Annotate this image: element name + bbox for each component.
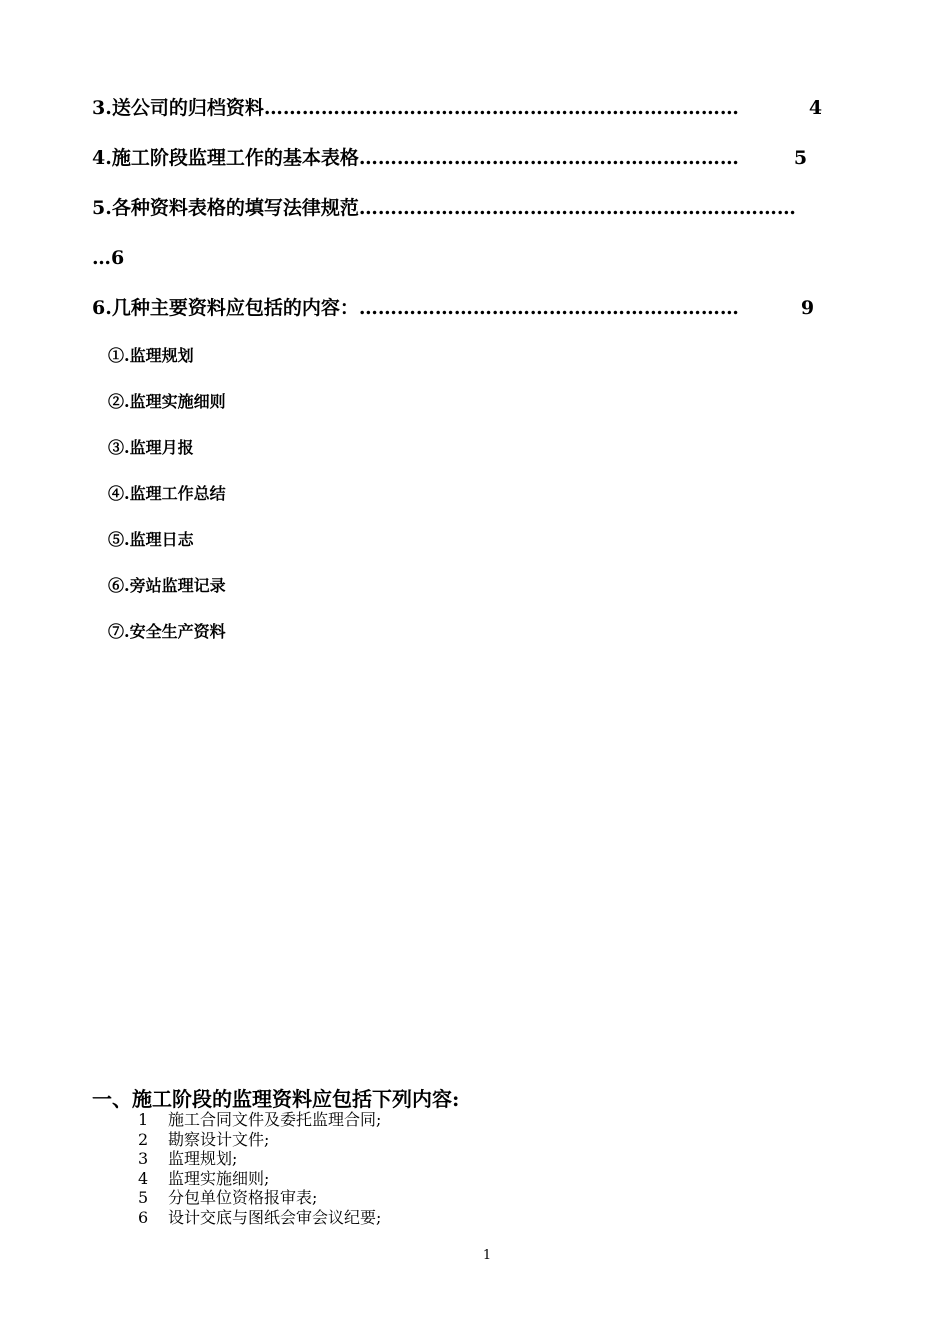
toc-sub-item[interactable]: ④.监理工作总结: [108, 484, 226, 503]
toc-leader-dots: ……………………………………………………: [358, 297, 739, 319]
list-item-text: 监理实施细则;: [168, 1168, 270, 1188]
list-item: [138, 1169, 381, 1189]
toc-leader-dots: ……………………………………………………: [358, 147, 739, 169]
toc-entry-label: 6.几种主要资料应包括的内容：: [92, 297, 359, 319]
list-item-number: 4: [138, 1168, 149, 1188]
list-item: [138, 1149, 381, 1169]
toc-sub-item[interactable]: ⑤.监理日志: [108, 530, 194, 549]
list-item: [138, 1130, 381, 1150]
toc-entry-5-continued[interactable]: [92, 246, 124, 270]
list-item-number: 6: [138, 1207, 149, 1227]
list-item-text: 设计交底与图纸会审会议纪要;: [168, 1207, 382, 1227]
toc-entry-label: 5.各种资料表格的填写法律规范: [92, 197, 359, 219]
list-item-number: 5: [138, 1188, 149, 1207]
toc-sub-item[interactable]: ①.监理规划: [108, 346, 194, 365]
list-item-text: 分包单位资格报审表;: [168, 1188, 318, 1207]
list-item-number: 1: [138, 1110, 149, 1129]
toc-entry-5[interactable]: [92, 196, 829, 220]
list-item: [138, 1188, 381, 1208]
toc-entry-3[interactable]: [92, 96, 822, 120]
numbered-list: [138, 1110, 381, 1227]
toc-sub-item[interactable]: ②.监理实施细则: [108, 392, 226, 411]
list-item-number: 2: [138, 1129, 149, 1149]
section-heading: 一、施工阶段的监理资料应包括下列内容:: [92, 1087, 460, 1111]
toc-entry-label: 4.施工阶段监理工作的基本表格: [92, 147, 359, 169]
toc-leader-dots: …: [92, 247, 111, 269]
list-item-number: 3: [138, 1149, 149, 1168]
list-item-text: 勘察设计文件;: [168, 1129, 270, 1149]
toc-sub-item[interactable]: ⑦.安全生产资料: [108, 622, 226, 641]
toc-sub-item[interactable]: ③.监理月报: [108, 438, 194, 457]
list-item-text: 监理规划;: [168, 1149, 238, 1168]
toc-entry-page: 9: [800, 297, 815, 319]
list-item-text: 施工合同文件及委托监理合同;: [168, 1110, 382, 1129]
list-item: [138, 1208, 381, 1228]
toc-entry-page: 6: [111, 247, 125, 269]
toc-entry-label: 3.送公司的归档资料: [92, 97, 264, 119]
toc-entry-page: 5: [793, 147, 808, 169]
page-number: 1: [482, 1248, 492, 1263]
toc-entry-page: 4: [808, 97, 823, 119]
toc-entry-6[interactable]: [92, 296, 814, 320]
toc-leader-dots: ……………………………………………………………: [358, 197, 796, 219]
toc-leader-dots: …………………………………………………………………: [263, 97, 739, 119]
list-item: [138, 1110, 381, 1130]
toc-sub-item[interactable]: ⑥.旁站监理记录: [108, 576, 226, 595]
toc-entry-4[interactable]: [92, 146, 807, 170]
